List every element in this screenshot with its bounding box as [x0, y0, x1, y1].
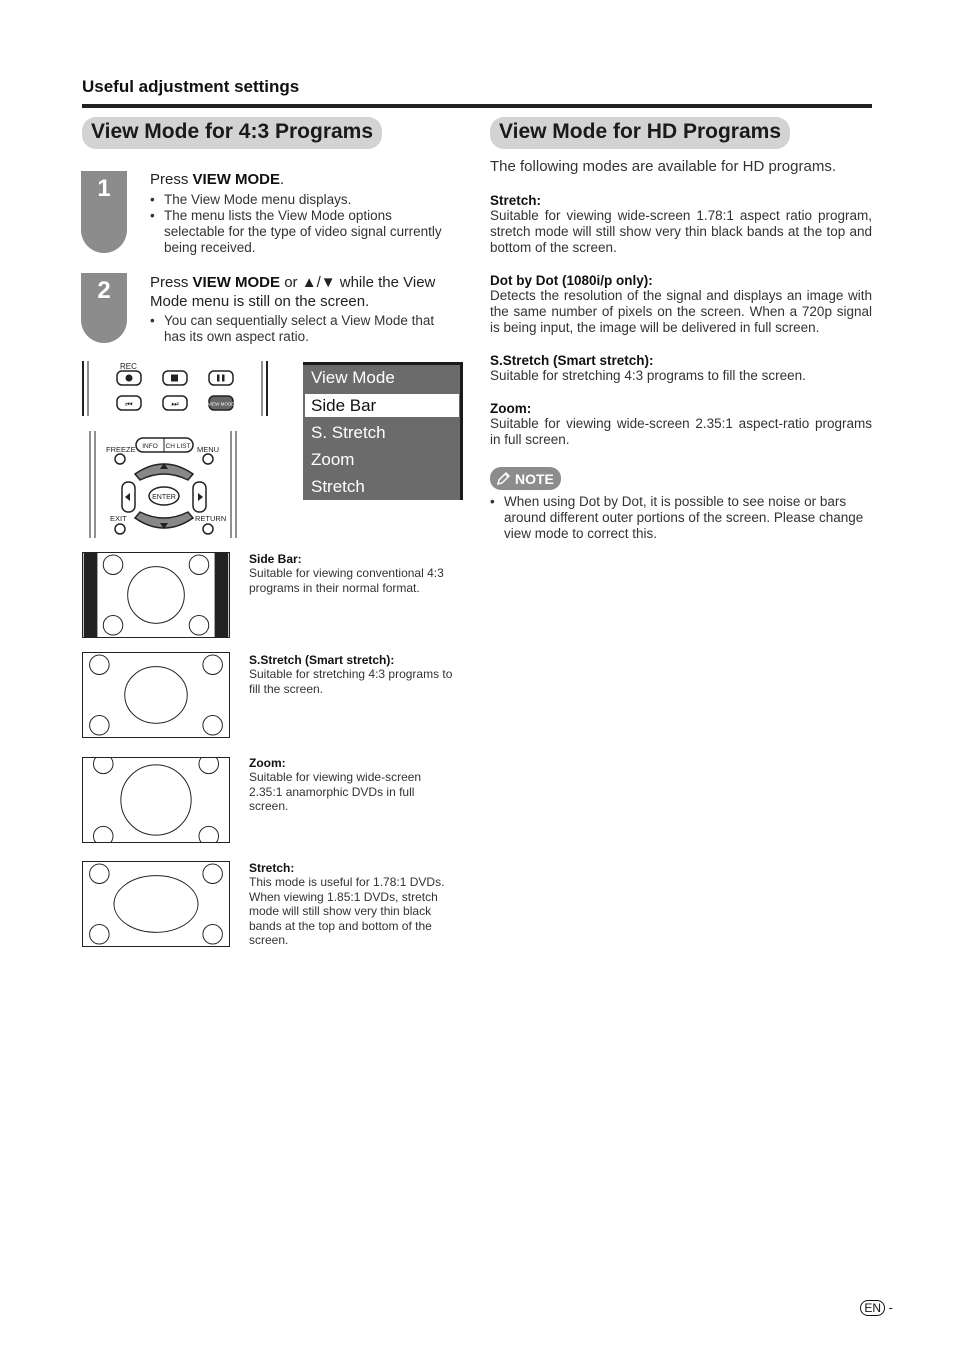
mode-text: Suitable for viewing wide-screen 2.35:1 anamorphic DVDs in full screen. — [249, 770, 422, 813]
step-2-lead-bold: VIEW MODE — [192, 274, 281, 291]
stretch-thumbnail — [82, 861, 230, 947]
hd-mode-text: Suitable for viewing wide-screen 2.35:1 aspect-ratio programs in full screen. — [490, 416, 872, 447]
exit-button — [115, 524, 125, 534]
side-bar-thumbnail — [82, 552, 230, 638]
hd-mode-text: Detects the resolution of the signal and displays an image with the same number of pixels on the screen. When a 720p signal is being input, the image will be delivered in full screen. — [490, 288, 872, 335]
hd-mode-title: S.Stretch (Smart stretch): — [490, 353, 654, 368]
fast-forward-button — [163, 396, 187, 410]
zoom-description — [249, 756, 454, 814]
right-section-title: View Mode for HD Programs — [490, 117, 790, 149]
hd-mode-title: Stretch: — [490, 193, 542, 208]
mode-text: This mode is useful for 1.78:1 DVDs. When viewing 1.85:1 DVDs, stretch mode will still show very thin black bands at the top and bottom of the screen. — [249, 875, 445, 947]
rec-label: REC — [120, 362, 137, 371]
menu-item-s-stretch[interactable]: S. Stretch — [311, 423, 386, 442]
exit-label: EXIT — [110, 514, 127, 523]
step-1-bullet: • The View Mode menu displays. — [150, 192, 455, 208]
note-label: NOTE — [515, 471, 554, 487]
hd-intro: The following modes are available for HD programs. — [490, 158, 836, 175]
freeze-button — [115, 454, 125, 464]
remote-control-illustration — [80, 358, 275, 540]
page-language-marker — [860, 1300, 893, 1316]
svg-text:⏭: ⏭ — [171, 399, 179, 409]
menu-item-zoom[interactable]: Zoom — [311, 450, 355, 469]
menu-header: View Mode — [311, 368, 395, 387]
rewind-button — [117, 396, 141, 410]
hd-mode-stretch — [490, 193, 872, 256]
hd-mode-text: Suitable for viewing wide-screen 1.78:1 aspect ratio program, stretch mode will still show very thin black bands at the top and bottom of the screen. — [490, 208, 872, 255]
mode-title: Side Bar: — [249, 552, 302, 566]
step-2-number: 2 — [97, 277, 111, 304]
view-mode-button — [208, 396, 234, 410]
mode-text: Suitable for stretching 4:3 programs to fill the screen. — [249, 667, 453, 696]
step-1-instruction — [150, 170, 455, 189]
left-section-title: View Mode for 4:3 Programs — [82, 117, 382, 149]
step-1-tab — [81, 171, 127, 253]
header-rule — [82, 104, 872, 108]
step-1-lead-bold: VIEW MODE — [192, 171, 281, 188]
step-2-bullets — [150, 313, 455, 345]
info-label: INFO — [142, 443, 158, 450]
hd-mode-dot-by-dot — [490, 273, 872, 336]
freeze-label: FREEZE — [106, 445, 136, 454]
s-stretch-description — [249, 653, 454, 696]
step-1-lead-prefix: Press — [150, 171, 193, 188]
note-bullets — [490, 494, 865, 542]
step-2-instruction — [150, 273, 460, 311]
note-bullet: • When using Dot by Dot, it is possible to see noise or bars around different outer portions of the screen. Please change view mode to correct this. — [490, 494, 865, 542]
return-label: RETURN — [195, 514, 227, 523]
stretch-description — [249, 861, 454, 948]
zoom-thumbnail — [82, 757, 230, 843]
step-2-lead-prefix: Press — [150, 274, 193, 291]
hd-mode-title: Zoom: — [490, 401, 532, 416]
step-1-bullets — [150, 192, 455, 256]
note-badge — [490, 467, 561, 490]
step-2-tab — [81, 273, 127, 343]
hd-mode-title: Dot by Dot (1080i/p only): — [490, 273, 653, 288]
s-stretch-thumbnail — [82, 652, 230, 738]
pause-button — [209, 371, 233, 385]
step-1-lead-suffix: . — [280, 171, 285, 188]
step-1-bullet: • The menu lists the View Mode options selectable for the type of video signal currently being received. — [150, 208, 455, 256]
mode-title: Stretch: — [249, 861, 295, 875]
hd-mode-s-stretch — [490, 353, 872, 384]
menu-item-stretch[interactable]: Stretch — [311, 477, 365, 496]
hd-mode-zoom — [490, 401, 872, 448]
step-1-number: 1 — [97, 175, 111, 202]
menu-button — [203, 454, 213, 464]
language-badge: EN — [860, 1300, 885, 1316]
stop-button — [163, 371, 187, 385]
step-2-lead-mid: or — [280, 274, 302, 291]
mode-title: Zoom: — [249, 756, 286, 770]
side-bar-description — [249, 552, 454, 595]
up-down-arrows-icon: ▲/▼ — [301, 274, 336, 291]
return-button — [203, 524, 213, 534]
page-number-dash: - — [888, 1300, 893, 1315]
step-2-bullet: • You can sequentially select a View Mode that has its own aspect ratio. — [150, 313, 455, 345]
enter-label: ENTER — [152, 494, 176, 501]
pencil-icon — [496, 471, 511, 486]
rec-button — [117, 371, 141, 385]
menu-label: MENU — [197, 445, 220, 454]
svg-text:⏮: ⏮ — [125, 399, 133, 409]
view-mode-menu — [303, 362, 463, 500]
step-2-lead-suffix: while the View Mode menu is still on the screen. — [150, 274, 436, 310]
mode-title: S.Stretch (Smart stretch): — [249, 653, 395, 667]
hd-mode-text: Suitable for stretching 4:3 programs to fill the screen. — [490, 368, 806, 383]
section-label: Useful adjustment settings — [82, 77, 300, 96]
view-mode-button-label: VIEW MODE — [207, 401, 235, 407]
ch-list-label: CH LIST — [165, 443, 191, 450]
mode-text: Suitable for viewing conventional 4:3 programs in their normal format. — [249, 566, 444, 595]
menu-item-side-bar[interactable]: Side Bar — [311, 396, 377, 415]
